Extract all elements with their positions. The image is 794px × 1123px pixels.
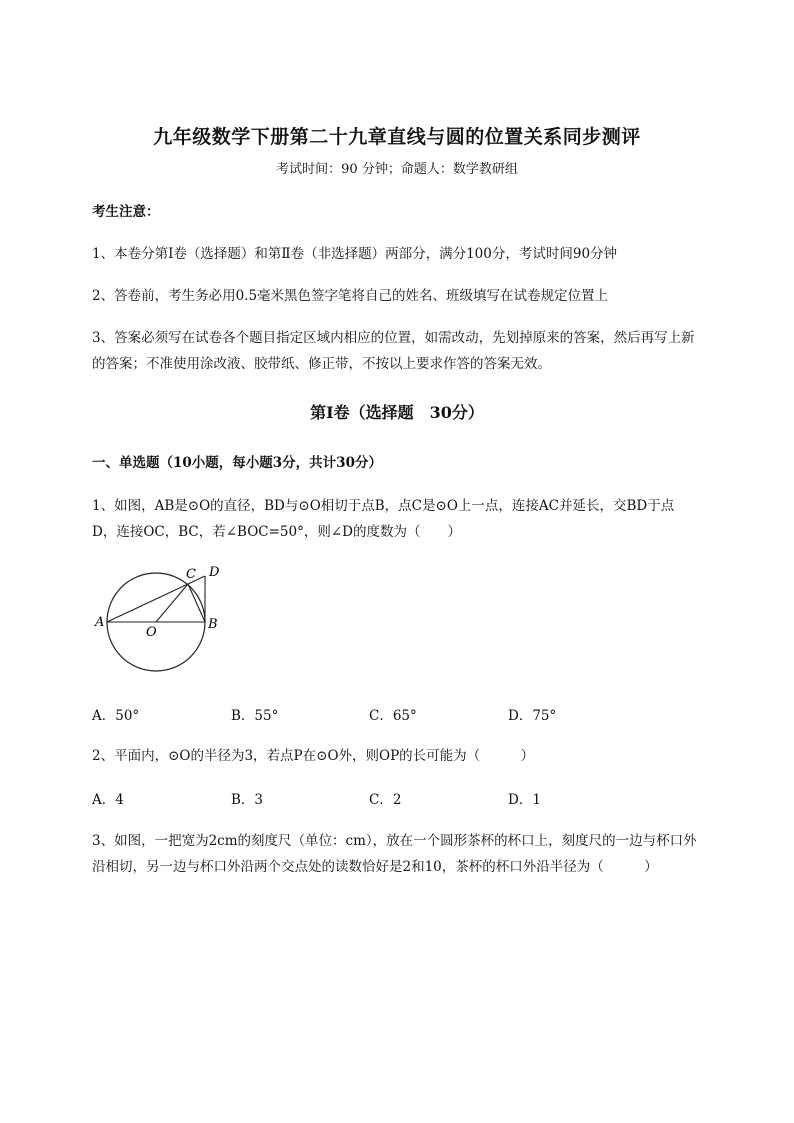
page-title: 九年级数学下册第二十九章直线与圆的位置关系同步测评 <box>153 126 641 148</box>
q2-option-b: B．3 <box>231 792 264 808</box>
note-item: 1、本卷分第Ⅰ卷（选择题）和第Ⅱ卷（非选择题）两部分，满分100分，考试时间90分钟 <box>92 246 618 262</box>
question-3-line-2: 沿相切，另一边与杯口外沿两个交点处的读数恰好是2和10，茶杯的杯口外沿半径为（ ） <box>92 859 658 875</box>
line-ad <box>107 576 205 622</box>
q1-option-d: D．75° <box>508 708 557 724</box>
label-d: D <box>209 565 220 580</box>
label-o: O <box>146 625 157 640</box>
segment-oc <box>156 584 188 622</box>
q2-option-a: A．4 <box>92 792 124 808</box>
exam-info: 考试时间：90 分钟；命题人：数学教研组 <box>276 162 518 177</box>
note-item: 的答案；不准使用涂改液、胶带纸、修正带，不按以上要求作答的答案无效。 <box>92 356 551 372</box>
q2-option-c: C．2 <box>369 792 402 808</box>
part-heading: 一、单选题（10小题，每小题3分，共计30分） <box>92 455 382 471</box>
label-c: C <box>186 567 196 582</box>
q1-option-a: A．50° <box>92 708 140 724</box>
question-1-line-1: 1、如图，AB是⊙O的直径，BD与⊙O相切于点B，点C是⊙O上一点，连接AC并延长，交BD于点 <box>92 498 675 514</box>
q1-option-c: C．65° <box>369 708 417 724</box>
question-2-line-1: 2、平面内，⊙O的半径为3，若点P在⊙O外，则OP的长可能为（ ） <box>92 748 535 764</box>
circle-tangent-figure <box>92 560 232 680</box>
q1-option-b: B．55° <box>231 708 279 724</box>
section-title: 第Ⅰ卷（选择题 30分） <box>310 403 484 422</box>
note-item: 2、答卷前，考生务必用0.5毫米黑色签字笔将自己的姓名、班级填写在试卷规定位置上 <box>92 288 609 304</box>
q2-option-d: D．1 <box>508 792 541 808</box>
notes-heading: 考生注意： <box>92 204 160 220</box>
label-b: B <box>208 617 218 632</box>
question-1-line-2: D，连接OC，BC，若∠BOC=50°，则∠D的度数为（ ） <box>92 524 461 540</box>
question-3-line-1: 3、如图，一把宽为2cm的刻度尺（单位：cm），放在一个圆形茶杯的杯口上，刻度尺的一边与杯口外 <box>92 833 697 849</box>
note-item: 3、答案必须写在试卷各个题目指定区域内相应的位置，如需改动，先划掉原来的答案，然后再写上新 <box>92 330 695 346</box>
label-a: A <box>95 615 105 630</box>
segment-bc <box>188 584 205 622</box>
